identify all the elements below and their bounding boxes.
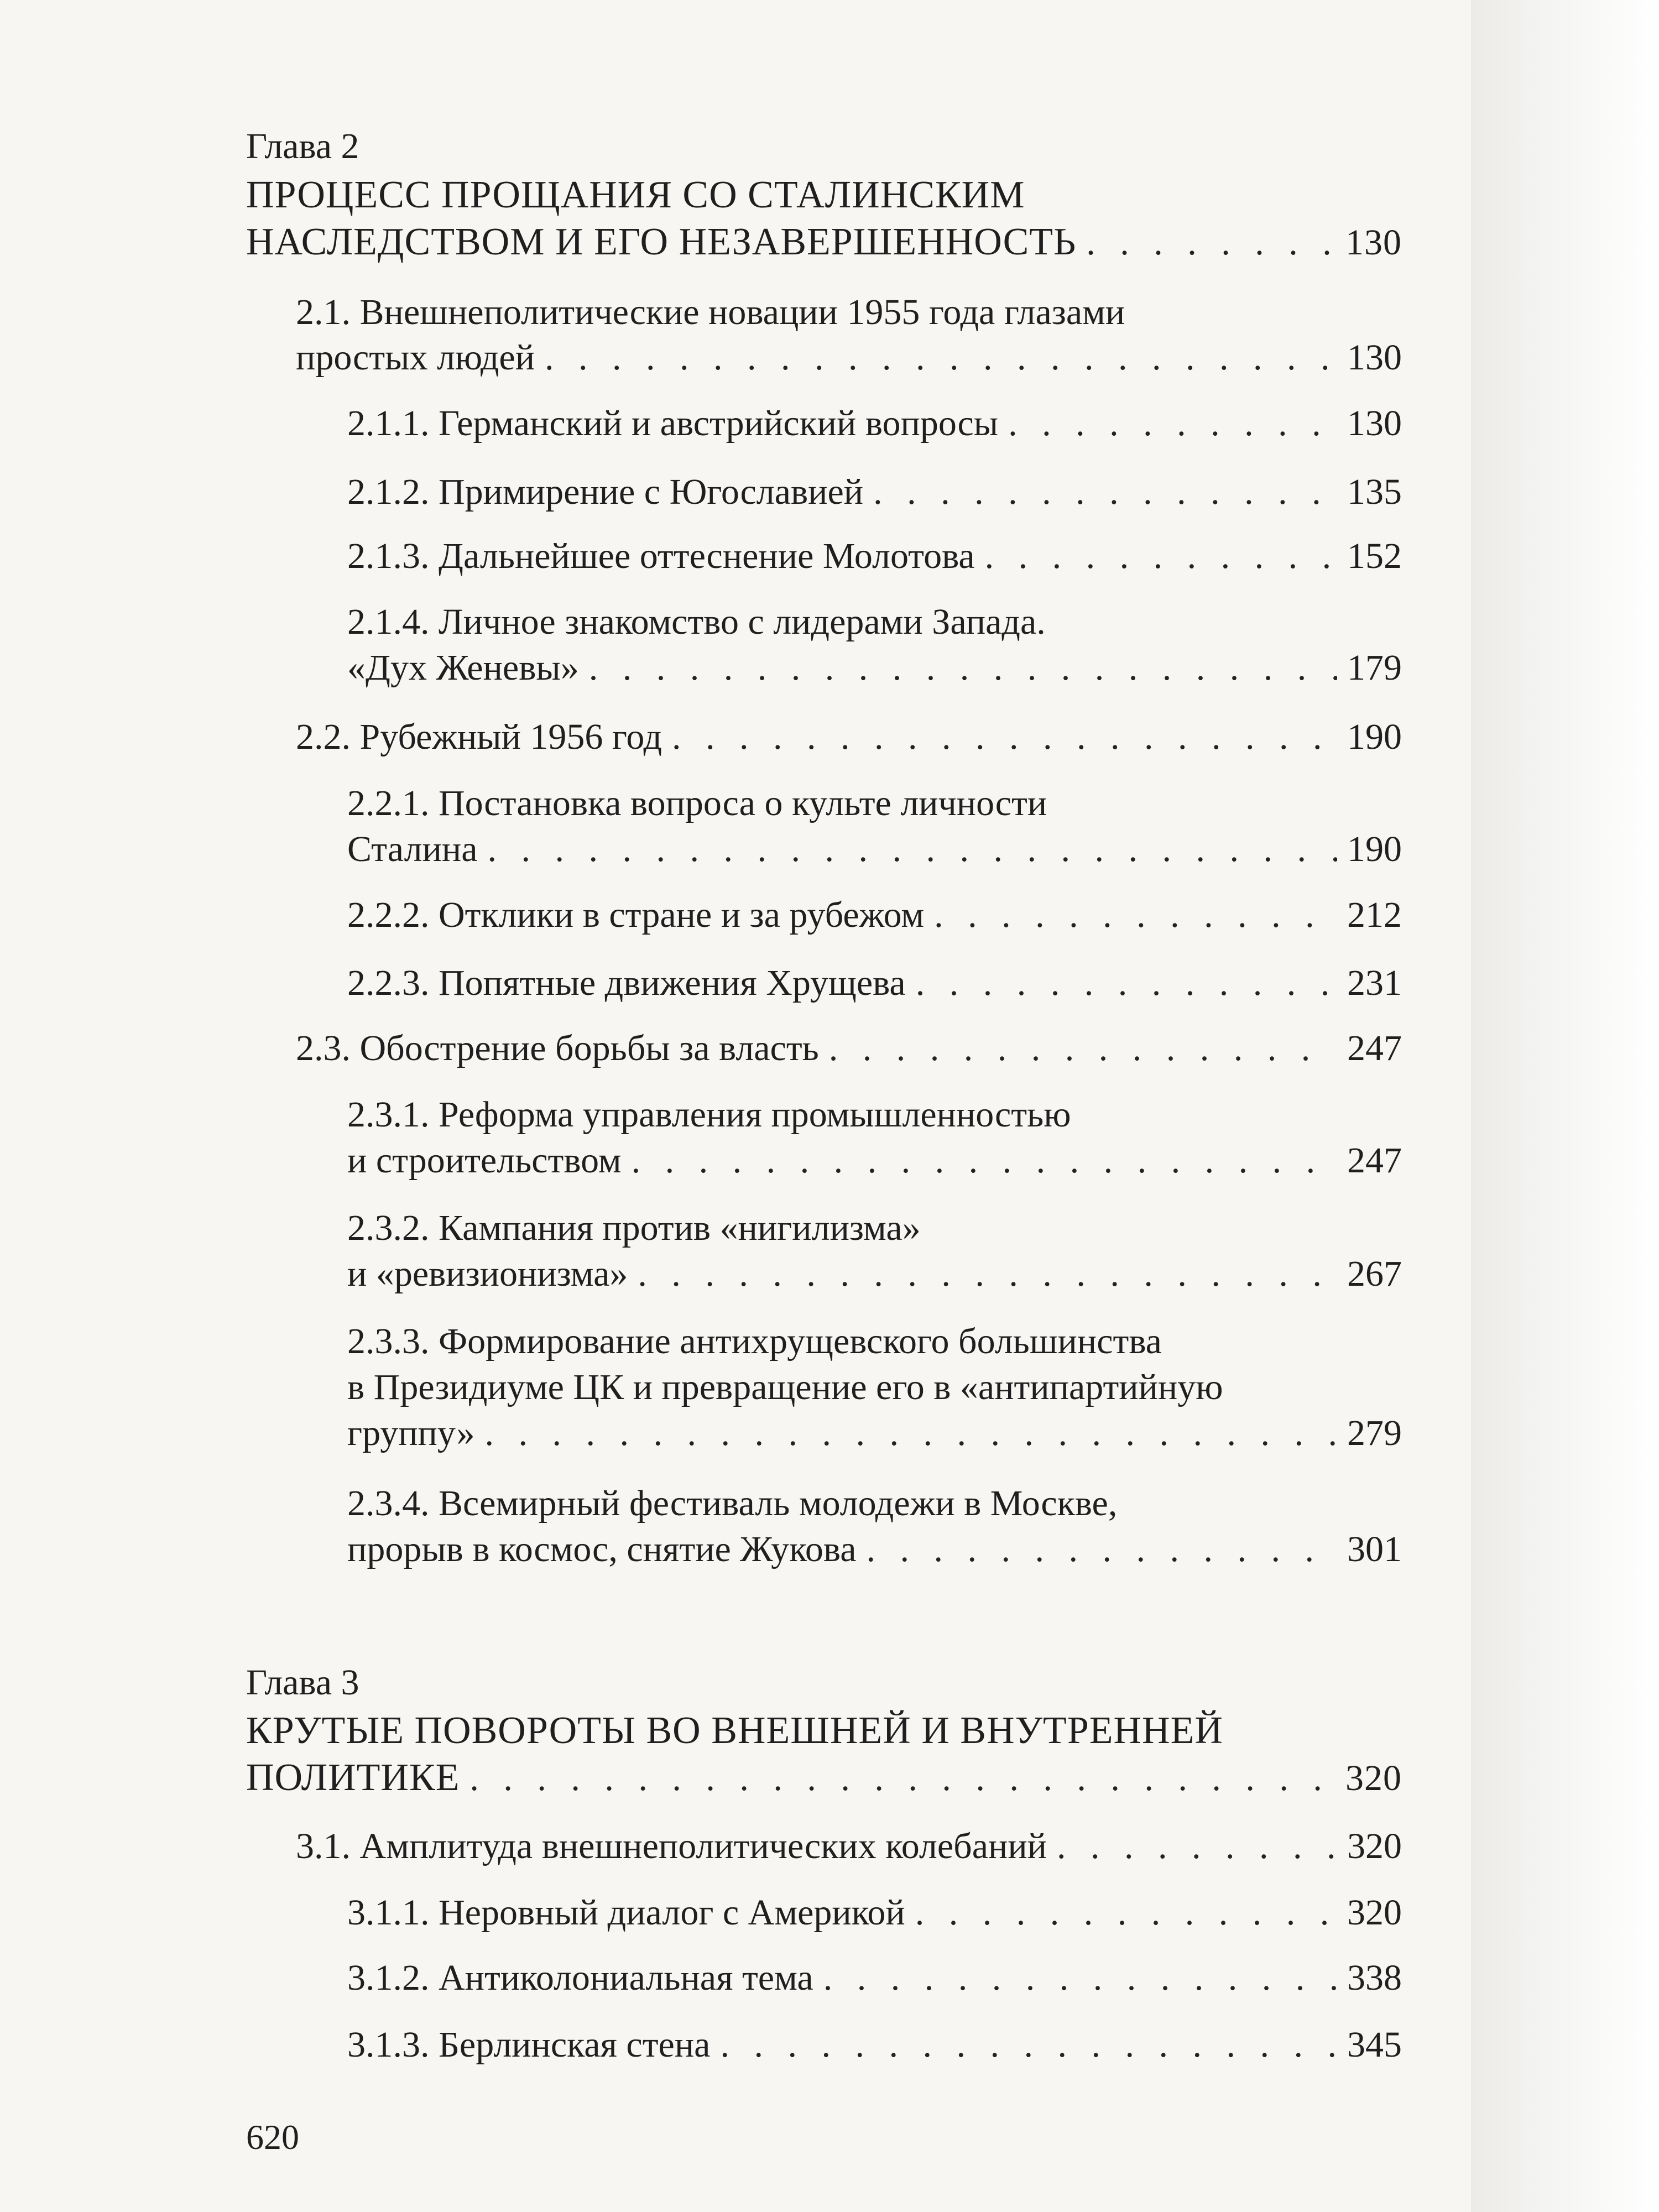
toc-entry-text: 2.2.2. Отклики в стране и за рубежом <box>347 895 925 935</box>
dot-leader <box>632 1142 1337 1179</box>
page-ref: 345 <box>1347 2025 1402 2065</box>
toc-entry-text: и строительством <box>347 1140 622 1181</box>
dot-leader <box>589 650 1337 686</box>
toc-entry-text: 2.2. Рубежный 1956 год <box>296 717 662 757</box>
toc-entry-2-3-3-line-1: 2.3.3. Формирование антихрущевского большинства <box>347 1321 1162 1361</box>
toc-entry-2-1 <box>296 337 1402 378</box>
page-ref: 320 <box>1345 1758 1402 1798</box>
page-ref: 135 <box>1347 472 1402 512</box>
toc-entry-3-1-3 <box>347 2027 1402 2063</box>
toc-entry-2-1-2 <box>347 474 1402 510</box>
toc-entry-2-3-2-line-1: 2.3.2. Кампания против «нигилизма» <box>347 1208 921 1248</box>
dot-leader <box>469 1760 1335 1797</box>
toc-entry-3-1 <box>296 1828 1402 1865</box>
page-ref: 130 <box>1347 337 1402 378</box>
toc-entry-text: и «ревизионизма» <box>347 1254 628 1294</box>
page-number: 620 <box>246 2117 299 2157</box>
toc-entry-2-2-2 <box>347 897 1402 933</box>
dot-leader <box>915 1895 1337 1931</box>
page-ref: 301 <box>1347 1529 1402 1569</box>
chapter-3-title-text: ПОЛИТИКЕ <box>246 1756 460 1799</box>
page-ref: 247 <box>1347 1140 1402 1181</box>
toc-entry-2-2 <box>296 719 1402 755</box>
page-ref: 190 <box>1347 717 1402 757</box>
chapter-2-title-line-1: ПРОЦЕСС ПРОЩАНИЯ СО СТАЛИНСКИМ <box>246 174 1025 216</box>
toc-entry-text: 3.1.2. Антиколониальная тема <box>347 1958 813 1998</box>
toc-entry-2-3-3 <box>347 1415 1402 1452</box>
toc-entry-text: 2.1.1. Германский и австрийский вопросы <box>347 403 999 444</box>
dot-leader <box>1008 405 1337 442</box>
toc-entry-3-1-1 <box>347 1892 1402 1933</box>
dot-leader <box>488 831 1337 868</box>
toc-entry-text: группу» <box>347 1413 475 1453</box>
page-ref: 338 <box>1347 1958 1402 1998</box>
toc-entry-2-1-1 <box>347 405 1402 442</box>
page-ref: 152 <box>1347 536 1402 576</box>
toc-entry-2-2-1 <box>347 831 1402 868</box>
page-gutter <box>1471 0 1659 2212</box>
chapter-2-title-line-2 <box>246 223 1402 262</box>
dot-leader <box>829 1030 1337 1067</box>
dot-leader <box>638 1256 1337 1292</box>
toc-entry-2-3 <box>296 1030 1402 1067</box>
toc-entry-2-1-line-1: 2.1. Внешнеполитические новации 1955 года глазами <box>296 292 1125 332</box>
toc-entry-text: 3.1. Амплитуда внешнеполитических колебаний <box>296 1826 1047 1866</box>
toc-entry-text: 3.1.3. Берлинская стена <box>347 2025 711 2065</box>
page-ref: 212 <box>1347 895 1402 935</box>
dot-leader <box>1086 225 1335 261</box>
dot-leader <box>484 1415 1337 1452</box>
toc-entry-text: 2.3. Обострение борьбы за власть <box>296 1028 819 1068</box>
dot-leader <box>916 965 1337 1001</box>
page-ref: 130 <box>1345 222 1402 263</box>
toc-entry-3-1-2 <box>347 1960 1402 1996</box>
toc-entry-text: 2.1.2. Примирение с Югославией <box>347 472 864 512</box>
dot-leader <box>672 719 1337 755</box>
toc-entry-text: Сталина <box>347 829 478 869</box>
dot-leader <box>720 2027 1337 2063</box>
toc-entry-2-1-4-line-1: 2.1.4. Личное знакомство с лидерами Запада. <box>347 602 1046 642</box>
toc-entry-2-3-1-line-1: 2.3.1. Реформа управления промышленностью <box>347 1094 1071 1135</box>
chapter-3-title-line-1: КРУТЫЕ ПОВОРОТЫ ВО ВНЕШНЕЙ И ВНУТРЕННЕЙ <box>246 1709 1223 1752</box>
toc-entry-text: 2.1.3. Дальнейшее оттеснение Молотова <box>347 536 975 576</box>
page-ref: 320 <box>1347 1892 1402 1933</box>
toc-entry-2-3-4-line-1: 2.3.4. Всемирный фестиваль молодежи в Москве, <box>347 1483 1118 1524</box>
toc-entry-text: 3.1.1. Неровный диалог с Америкой <box>347 1892 905 1933</box>
dot-leader <box>545 340 1337 376</box>
toc-entry-text: 2.2.3. Попятные движения Хрущева <box>347 963 906 1003</box>
toc-entry-2-3-1 <box>347 1142 1402 1179</box>
toc-entry-2-3-2 <box>347 1256 1402 1292</box>
chapter-3-title-line-2 <box>246 1756 1402 1799</box>
page-ref: 320 <box>1347 1826 1402 1866</box>
chapter-2-label: Глава 2 <box>246 126 359 166</box>
toc-entry-text: прорыв в космос, снятие Жукова <box>347 1529 857 1569</box>
page-ref: 267 <box>1347 1254 1402 1294</box>
chapter-2-title-text: НАСЛЕДСТВОМ И ЕГО НЕЗАВЕРШЕННОСТЬ <box>246 221 1077 263</box>
page-ref: 279 <box>1347 1413 1402 1453</box>
dot-leader <box>985 538 1337 575</box>
page-ref: 247 <box>1347 1028 1402 1068</box>
chapter-3-label: Глава 3 <box>246 1662 359 1703</box>
toc-entry-2-3-4 <box>347 1531 1402 1568</box>
toc-entry-2-2-1-line-1: 2.2.1. Постановка вопроса о культе личности <box>347 783 1047 823</box>
dot-leader <box>823 1960 1337 1996</box>
toc-entry-2-2-3 <box>347 965 1402 1001</box>
toc-entry-2-1-4 <box>347 650 1402 686</box>
page-ref: 231 <box>1347 963 1402 1003</box>
toc-entry-2-3-3-line-2: в Президиуме ЦК и превращение его в «антипартийную <box>347 1367 1223 1407</box>
page-ref: 130 <box>1347 403 1402 444</box>
dot-leader <box>873 474 1337 510</box>
dot-leader <box>1057 1828 1337 1865</box>
page-ref: 179 <box>1347 648 1402 688</box>
toc-entry-text: простых людей <box>296 337 535 378</box>
toc-entry-text: «Дух Женевы» <box>347 648 579 688</box>
page-ref: 190 <box>1347 829 1402 869</box>
toc-entry-2-1-3 <box>347 538 1402 575</box>
dot-leader <box>934 897 1337 933</box>
dot-leader <box>867 1531 1338 1568</box>
